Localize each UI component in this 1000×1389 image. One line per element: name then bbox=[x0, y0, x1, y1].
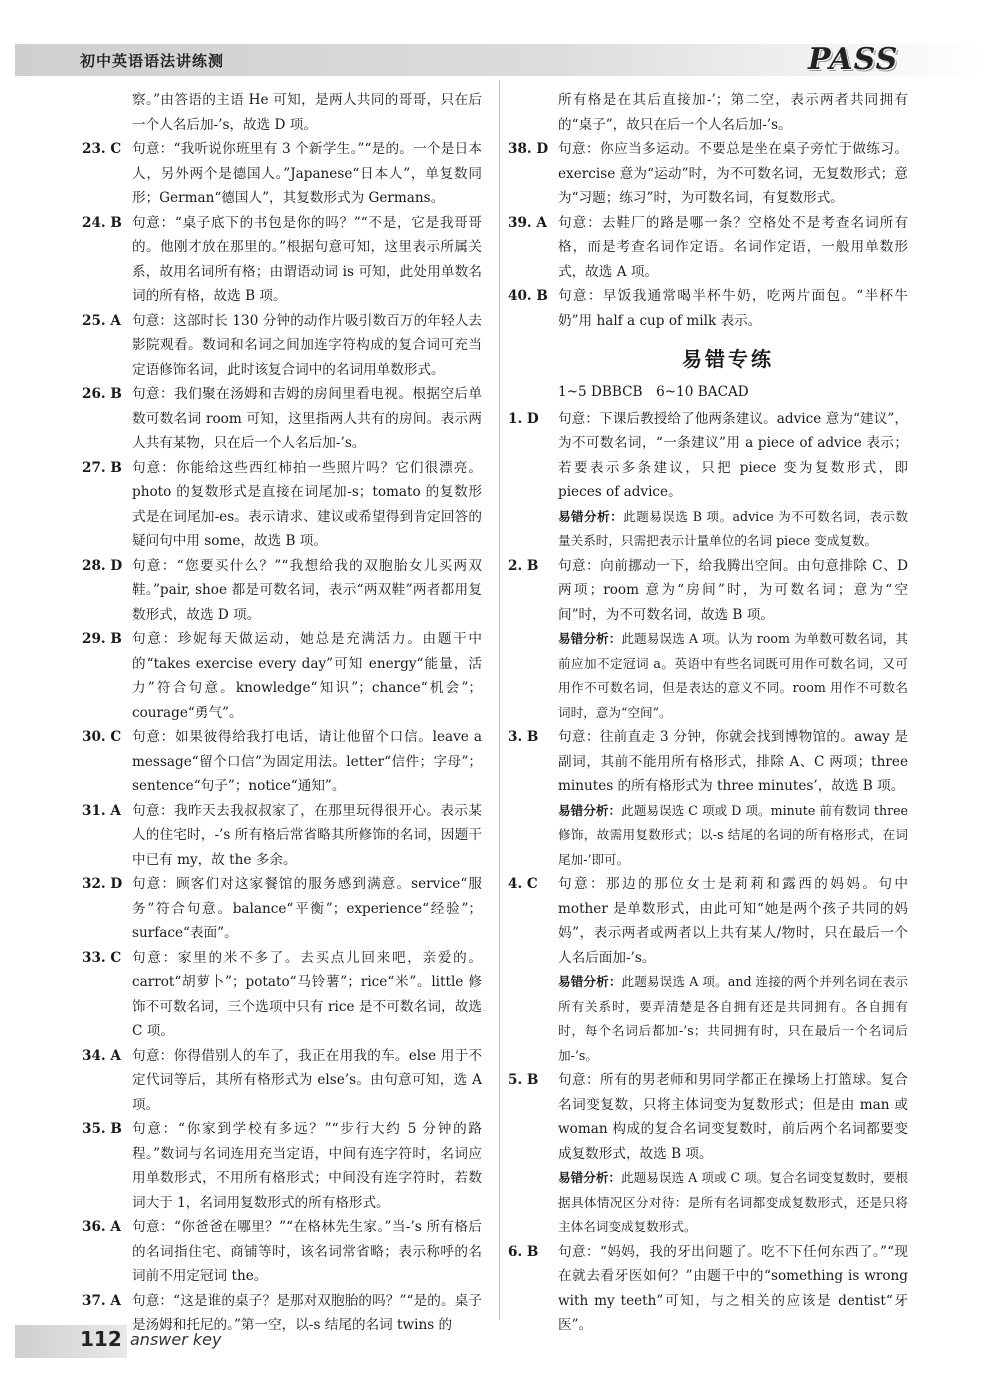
section-title: 易错专练 bbox=[682, 347, 774, 371]
answer-entry bbox=[508, 872, 908, 970]
answer-label: 39. A bbox=[508, 214, 547, 231]
answer-entry bbox=[508, 211, 908, 285]
footer-label: answer key bbox=[130, 1330, 222, 1349]
page-number: 112 bbox=[80, 1327, 122, 1351]
answer-label: 32. D bbox=[82, 876, 123, 892]
error-analysis-label: 易错分析： bbox=[558, 1170, 622, 1185]
error-analysis-label: 易错分析： bbox=[558, 631, 622, 646]
continued-text: 所有格是在其后直接加-’；第二空，表示两者共同拥有的“桌子”，故只在后一个人名后加-’s。 bbox=[558, 92, 908, 133]
answer-entry bbox=[82, 211, 482, 309]
error-analysis-text: 此题易误选 A 项。认为 room 为单数可数名词，其前应加不定冠词 a。英语中有些名词既可用作可数名词，又可用作不可数名词，但是表达的意义不同。room 用作不可数名词时，意为“空间”。 bbox=[558, 631, 909, 720]
answer-label: 24. B bbox=[82, 214, 122, 231]
answer-label: 3. B bbox=[508, 729, 539, 745]
answer-label: 4. C bbox=[508, 876, 538, 892]
answer-entry bbox=[82, 799, 482, 873]
answer-entry bbox=[82, 627, 482, 725]
answer-entry bbox=[508, 137, 908, 211]
answer-label: 31. A bbox=[82, 802, 121, 819]
error-analysis-text: 此题易误选 C 项或 D 项。minute 前有数词 three 修饰，故需用复数形式；以-s 结尾的名词的所有格形式，在词尾加-’即可。 bbox=[558, 802, 908, 867]
left-column bbox=[82, 88, 482, 1338]
answer-explanation: 句意：如果彼得给我打电话，请让他留个口信。leave a message“留个口信”为固定用法。letter“信件；字母”；sentence“句子”；notice“通知”。 bbox=[132, 729, 482, 794]
answer-entry bbox=[82, 554, 482, 628]
answer-label: 38. D bbox=[508, 141, 549, 157]
error-analysis-label: 易错分析： bbox=[558, 508, 624, 524]
answer-label: 36. A bbox=[82, 1219, 121, 1235]
right-column bbox=[508, 88, 908, 1338]
answer-label: 30. C bbox=[82, 729, 122, 745]
answer-key-line: 1~5 DBBCB 6~10 BACAD bbox=[558, 384, 749, 400]
error-analysis-note bbox=[508, 799, 908, 873]
error-analysis-text: 此题易误选 A 项或 C 项。复合名词变复数时，要根据具体情况区分对待：是所有名词都变成复数形式，还是只将主体名词变成复数形式。 bbox=[558, 1170, 908, 1234]
answer-entry bbox=[82, 1117, 482, 1215]
answer-label: 25. A bbox=[82, 312, 121, 329]
answer-label: 34. A bbox=[82, 1047, 121, 1064]
error-analysis-text: 此题易误选 B 项。advice 为不可数名词，表示数量关系时，只需把表示计量单位的名词 piece 变成复数。 bbox=[558, 508, 909, 548]
answer-entry bbox=[508, 284, 908, 333]
book-title: 初中英语语法讲练测 bbox=[80, 52, 225, 70]
answer-label: 6. B bbox=[508, 1243, 539, 1260]
answer-explanation: 句意：家里的米不多了。去买点儿回来吧，亲爱的。carrot“胡萝卜”；potato“马铃薯”；rice“米”。little 修饰不可数名词，三个选项中只有 rice 是不可数名词，故选 C 项。 bbox=[132, 949, 482, 1039]
column-divider bbox=[499, 80, 500, 1320]
answer-label: 40. B bbox=[508, 288, 548, 304]
answer-explanation: 句意：“你爸爸在哪里？”“在格林先生家。”当-’s 所有格后的名词指住宅、商铺等时，该名词常省略；表示称呼的名词前不用定冠词 the。 bbox=[132, 1219, 482, 1284]
error-analysis-label: 易错分析： bbox=[558, 802, 622, 818]
answer-explanation: 句意：你应当多运动。不要总是坐在桌子旁忙于做练习。exercise 意为“运动”时，为不可数名词，无复数形式；意为“习题；练习”时，为可数名词，有复数形式。 bbox=[558, 141, 908, 206]
error-analysis-note bbox=[508, 970, 908, 1068]
answer-explanation: 句意：“这是谁的桌子？是那对双胞胎的吗？”“是的。桌子是汤姆和托尼的。”第一空，以-s 结尾的名词 twins 的 bbox=[132, 1292, 482, 1333]
answer-label: 37. A bbox=[82, 1292, 121, 1309]
error-analysis-note bbox=[508, 505, 908, 554]
answer-label: 27. B bbox=[82, 459, 122, 476]
answer-label: 23. C bbox=[82, 141, 122, 157]
answer-entry bbox=[508, 1068, 908, 1166]
error-analysis-label: 易错分析： bbox=[558, 974, 622, 989]
answer-explanation: 句意：下课后教授给了他两条建议。advice 意为“建议”，为不可数名词，“一条建议”用 a piece of advice 表示；若要表示多条建议，只把 piece 变为复数形式，即 pieces of advice。 bbox=[558, 410, 908, 500]
continued-text: 察。”由答语的主语 He 可知，是两人共同的哥哥，只在后一个人名后加-’s，故选 D 项。 bbox=[132, 92, 482, 133]
answer-entry bbox=[82, 456, 482, 554]
answer-explanation: 句意：“妈妈，我的牙出问题了。吃不下任何东西了。”“现在就去看牙医如何？”由题干中的“something is wrong with my teeth”可知，与之相关的应该是 dentist“牙医”。 bbox=[558, 1243, 908, 1333]
answer-entry bbox=[82, 872, 482, 946]
error-analysis-note bbox=[508, 627, 908, 725]
answer-explanation: 句意：“你家到学校有多远？”“步行大约 5 分钟的路程。”数词与名词连用充当定语，中间有连字符时，名词应用单数形式，不用所有格形式；中间没有连字符时，若数词大于 1，名词用复数形式的所有格形式。 bbox=[132, 1121, 482, 1211]
answer-explanation: 句意：顾客们对这家餐馆的服务感到满意。service“服务”符合句意。balance“平衡”；experience“经验”；surface“表面”。 bbox=[132, 876, 482, 941]
answer-explanation: 句意：你能给这些西红柿拍一些照片吗？它们很漂亮。photo 的复数形式是直接在词尾加-s；tomato 的复数形式是在词尾加-es。表示请求、建议或希望得到肯定回答的疑问句中用 some，故选 B 项。 bbox=[132, 459, 482, 549]
answer-label: 33. C bbox=[82, 949, 122, 966]
answer-explanation: 句意：这部时长 130 分钟的动作片吸引数百万的年轻人去影院观看。数词和名词之间加连字符构成的复合词可充当定语修饰名词，此时该复合词中的名词用单数形式。 bbox=[132, 312, 482, 378]
answer-entry bbox=[82, 309, 482, 383]
answer-explanation: 句意：所有的男老师和男同学都正在操场上打篮球。复合名词变复数，只将主体词变为复数形式；但是由 man 或 woman 构成的复合名词变复数时，前后两个名词都要变成复数形式，故选 B 项。 bbox=[558, 1072, 908, 1162]
answer-explanation: 句意：早饭我通常喝半杯牛奶，吃两片面包。“半杯牛奶”用 half a cup of milk 表示。 bbox=[558, 288, 908, 329]
answer-explanation: 句意：去鞋厂的路是哪一条？空格处不是考查名词所有格，而是考查名词作定语。名词作定语，一般用单数形式，故选 A 项。 bbox=[558, 214, 908, 280]
error-analysis-note bbox=[508, 1166, 908, 1240]
error-analysis-text: 此题易误选 A 项。and 连接的两个并列名词在表示所有关系时，要弄清楚是各自拥有还是共同拥有。各自拥有时，每个名词后都加-’s；共同拥有时，只在最后一个名词后加-’s。 bbox=[558, 974, 908, 1063]
answer-explanation: 句意：“您要买什么？”“我想给我的双胞胎女儿买两双鞋。”pair, shoe 都是可数名词，表示“两双鞋”两者都用复数形式，故选 D 项。 bbox=[132, 557, 482, 623]
answer-entry bbox=[508, 554, 908, 628]
answer-label: 28. D bbox=[82, 557, 123, 574]
answer-explanation: 句意：你得借别人的车了，我正在用我的车。else 用于不定代词等后，其所有格形式为 else’s。由句意可知，选 A 项。 bbox=[132, 1047, 482, 1113]
answer-label: 35. B bbox=[82, 1121, 122, 1137]
answer-explanation: 句意：我昨天去我叔叔家了，在那里玩得很开心。表示某人的住宅时，-’s 所有格后常省略其所修饰的名词，因题干中已有 my，故 the 多余。 bbox=[132, 802, 482, 868]
answer-entry bbox=[82, 382, 482, 456]
answer-explanation: 句意：珍妮每天做运动，她总是充满活力。由题干中的“takes exercise every day”可知 energy“能量，活力”符合句意。knowledge“知识”；chance“机会”；courage“勇气”。 bbox=[132, 631, 482, 721]
answer-label: 5. B bbox=[508, 1072, 539, 1088]
answer-explanation: 句意：我们聚在汤姆和吉姆的房间里看电视。根据空后单数可数名词 room 可知，这里指两人共有的房间。表示两人共有某物，只在后一个人名后加-’s。 bbox=[132, 386, 482, 451]
answer-entry bbox=[82, 1044, 482, 1118]
answer-entry bbox=[82, 137, 482, 211]
answer-entry bbox=[82, 1215, 482, 1289]
answer-label: 26. B bbox=[82, 386, 122, 402]
answer-label: 2. B bbox=[508, 557, 539, 574]
answer-label: 1. D bbox=[508, 410, 539, 427]
answer-entry bbox=[508, 725, 908, 799]
answer-entry bbox=[82, 946, 482, 1044]
answer-explanation: 句意：“我听说你班里有 3 个新学生。”“是的。一个是日本人，另外两个是德国人。”Japanese“日本人”，单复数同形；German“德国人”，其复数形式为 Germans。 bbox=[132, 141, 482, 206]
answer-explanation: 句意：向前挪动一下，给我腾出空间。由句意排除 C、D 两项；room 意为“房间”时，为可数名词；意为“空间”时，为不可数名词，故选 B 项。 bbox=[558, 557, 908, 623]
answer-label: 29. B bbox=[82, 631, 122, 647]
answer-explanation: 句意：“桌子底下的书包是你的吗？”“不是，它是我哥哥的。他刚才放在那里的。”根据句意可知，这里表示所属关系，故用名词所有格；由谓语动词 is 可知，此处用单数名词的所有格，故选 B 项。 bbox=[132, 214, 482, 304]
answer-entry bbox=[508, 407, 908, 505]
answer-explanation: 句意：那边的那位女士是莉莉和露西的妈妈。句中 mother 是单数形式，由此可知“她是两个孩子共同的妈妈”，表示两者或两者以上共有某人/物时，只在最后一个人名后面加-’s。 bbox=[558, 876, 908, 966]
answer-entry bbox=[508, 1240, 908, 1338]
answer-explanation: 句意：往前直走 3 分钟，你就会找到博物馆的。away 是副词，其前不能用所有格形式，排除 A、C 两项；three minutes 的所有格形式为 three minutes’，故选 B 项。 bbox=[558, 729, 908, 794]
answer-entry bbox=[82, 725, 482, 799]
pass-logo: PASS bbox=[808, 42, 899, 77]
